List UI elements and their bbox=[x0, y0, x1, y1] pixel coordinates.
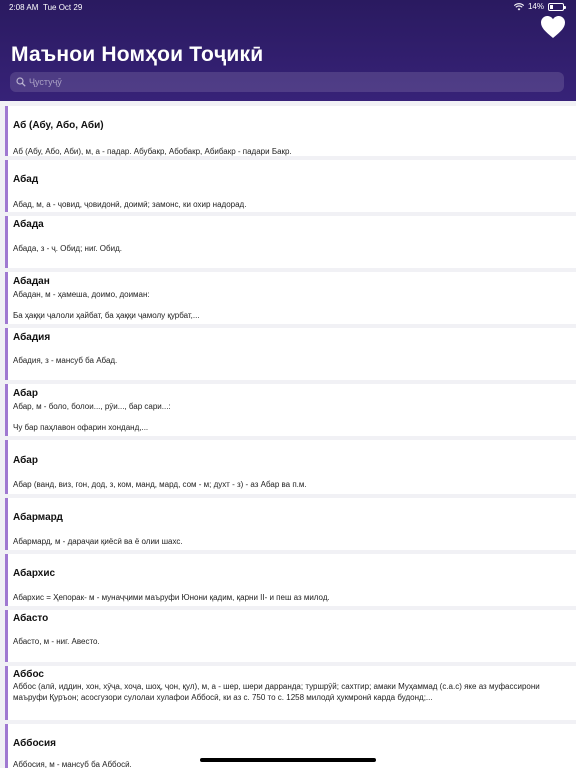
entry-text: Аб (Абу, Або, Аби), м, а - падар. Абубакр, Абобакр, Абибакр - падари Бакр. bbox=[13, 147, 292, 156]
battery-percent: 14% bbox=[527, 2, 544, 11]
list-item[interactable] bbox=[5, 666, 576, 720]
list-item[interactable] bbox=[5, 610, 576, 662]
entry-text: Абармард, м - дараҷаи қиёсӣ ва ё олии шахс. bbox=[13, 537, 183, 546]
list-item[interactable] bbox=[5, 554, 576, 606]
entry-title: Абад bbox=[13, 174, 39, 185]
entry-text: Абадия, з - мансуб ба Абад. bbox=[13, 356, 118, 365]
status-date: Tue Oct 29 bbox=[43, 3, 83, 12]
entry-title: Абармард bbox=[13, 512, 63, 523]
entry-title: Аббосия bbox=[13, 738, 56, 749]
entry-title: Аббос bbox=[13, 669, 44, 680]
entry-text: Ба ҳаққи ҷалоли ҳайбат, ба ҳаққи ҷамолу қурбат,... bbox=[13, 311, 200, 320]
entry-text: Абадан, м - ҳамеша, доимо, доиман: bbox=[13, 290, 150, 299]
favorites-heart-icon[interactable] bbox=[540, 15, 566, 39]
status-bar bbox=[0, 0, 576, 14]
list-item[interactable] bbox=[5, 498, 576, 550]
list-item[interactable] bbox=[5, 328, 576, 380]
wifi-icon bbox=[514, 3, 524, 11]
entry-text: Абар (ванд, виз, гон, дод, з, ком, манд, мард, сом - м; духт - з) - аз Абар ва п.м. bbox=[13, 480, 307, 489]
battery-icon bbox=[548, 3, 564, 11]
page-title: Маънои Номҳои Тоҷикӣ bbox=[11, 43, 264, 66]
entry-text: Абад, м, а - ҷовид, ҷовидонӣ, доимӣ; замонс, ки охир надорад. bbox=[13, 200, 247, 209]
search-icon bbox=[16, 77, 26, 87]
entry-title: Абархис bbox=[13, 568, 56, 579]
entry-title: Абада bbox=[13, 219, 44, 230]
home-indicator[interactable] bbox=[200, 758, 376, 762]
entry-title: Абадия bbox=[13, 332, 51, 343]
entry-text: Абар, м - боло, болои..., рӯи..., бар сари...: bbox=[13, 402, 171, 411]
entry-title: Абадан bbox=[13, 276, 50, 287]
name-list[interactable] bbox=[0, 101, 576, 768]
list-item[interactable] bbox=[5, 384, 576, 436]
search-input[interactable] bbox=[29, 72, 549, 92]
entry-text: Абархис = Ҳепорак- м - мунаҷҷими маъруфи Юнони қадим, қарни II- и пеш аз милод. bbox=[13, 593, 330, 602]
list-item[interactable] bbox=[5, 440, 576, 494]
list-item[interactable] bbox=[5, 216, 576, 268]
entry-title: Абасто bbox=[13, 613, 49, 624]
entry-title: Абар bbox=[13, 388, 38, 399]
entry-text: Аббос (алӣ, иддин, хон, хӯҷа, хоҷа, шоҳ, ҷон, қул), м, а - шер, шери дарранда; туршрӯй; сахтгир; амаки Муҳаммад (с.а.с) яке аз муфассирони маъруфи Қуръон; асосгузори сулолаи хулафои Аббосӣ, ки аз с. 750 то с. 1258 милодӣ ҳукмронӣ карда будонд;... bbox=[13, 682, 540, 702]
entry-title: Абар bbox=[13, 455, 38, 466]
app-header bbox=[0, 0, 576, 101]
entry-text: Абасто, м - ниг. Авесто. bbox=[13, 637, 100, 646]
list-item[interactable] bbox=[5, 160, 576, 212]
search-bar[interactable] bbox=[10, 72, 564, 92]
entry-text: Аббосия, м - мансуб ба Аббосӣ. bbox=[13, 760, 132, 768]
entry-title: Аб (Абу, Або, Аби) bbox=[13, 120, 104, 131]
entry-text: Абада, з - ҷ. Обид; ниг. Обид. bbox=[13, 244, 122, 253]
status-time: 2:08 AM bbox=[9, 3, 39, 12]
entry-text: Чу бар паҳлавон офарин хонданд,... bbox=[13, 423, 149, 432]
list-item[interactable] bbox=[5, 106, 576, 156]
status-indicators bbox=[514, 2, 564, 11]
list-item[interactable] bbox=[5, 272, 576, 324]
